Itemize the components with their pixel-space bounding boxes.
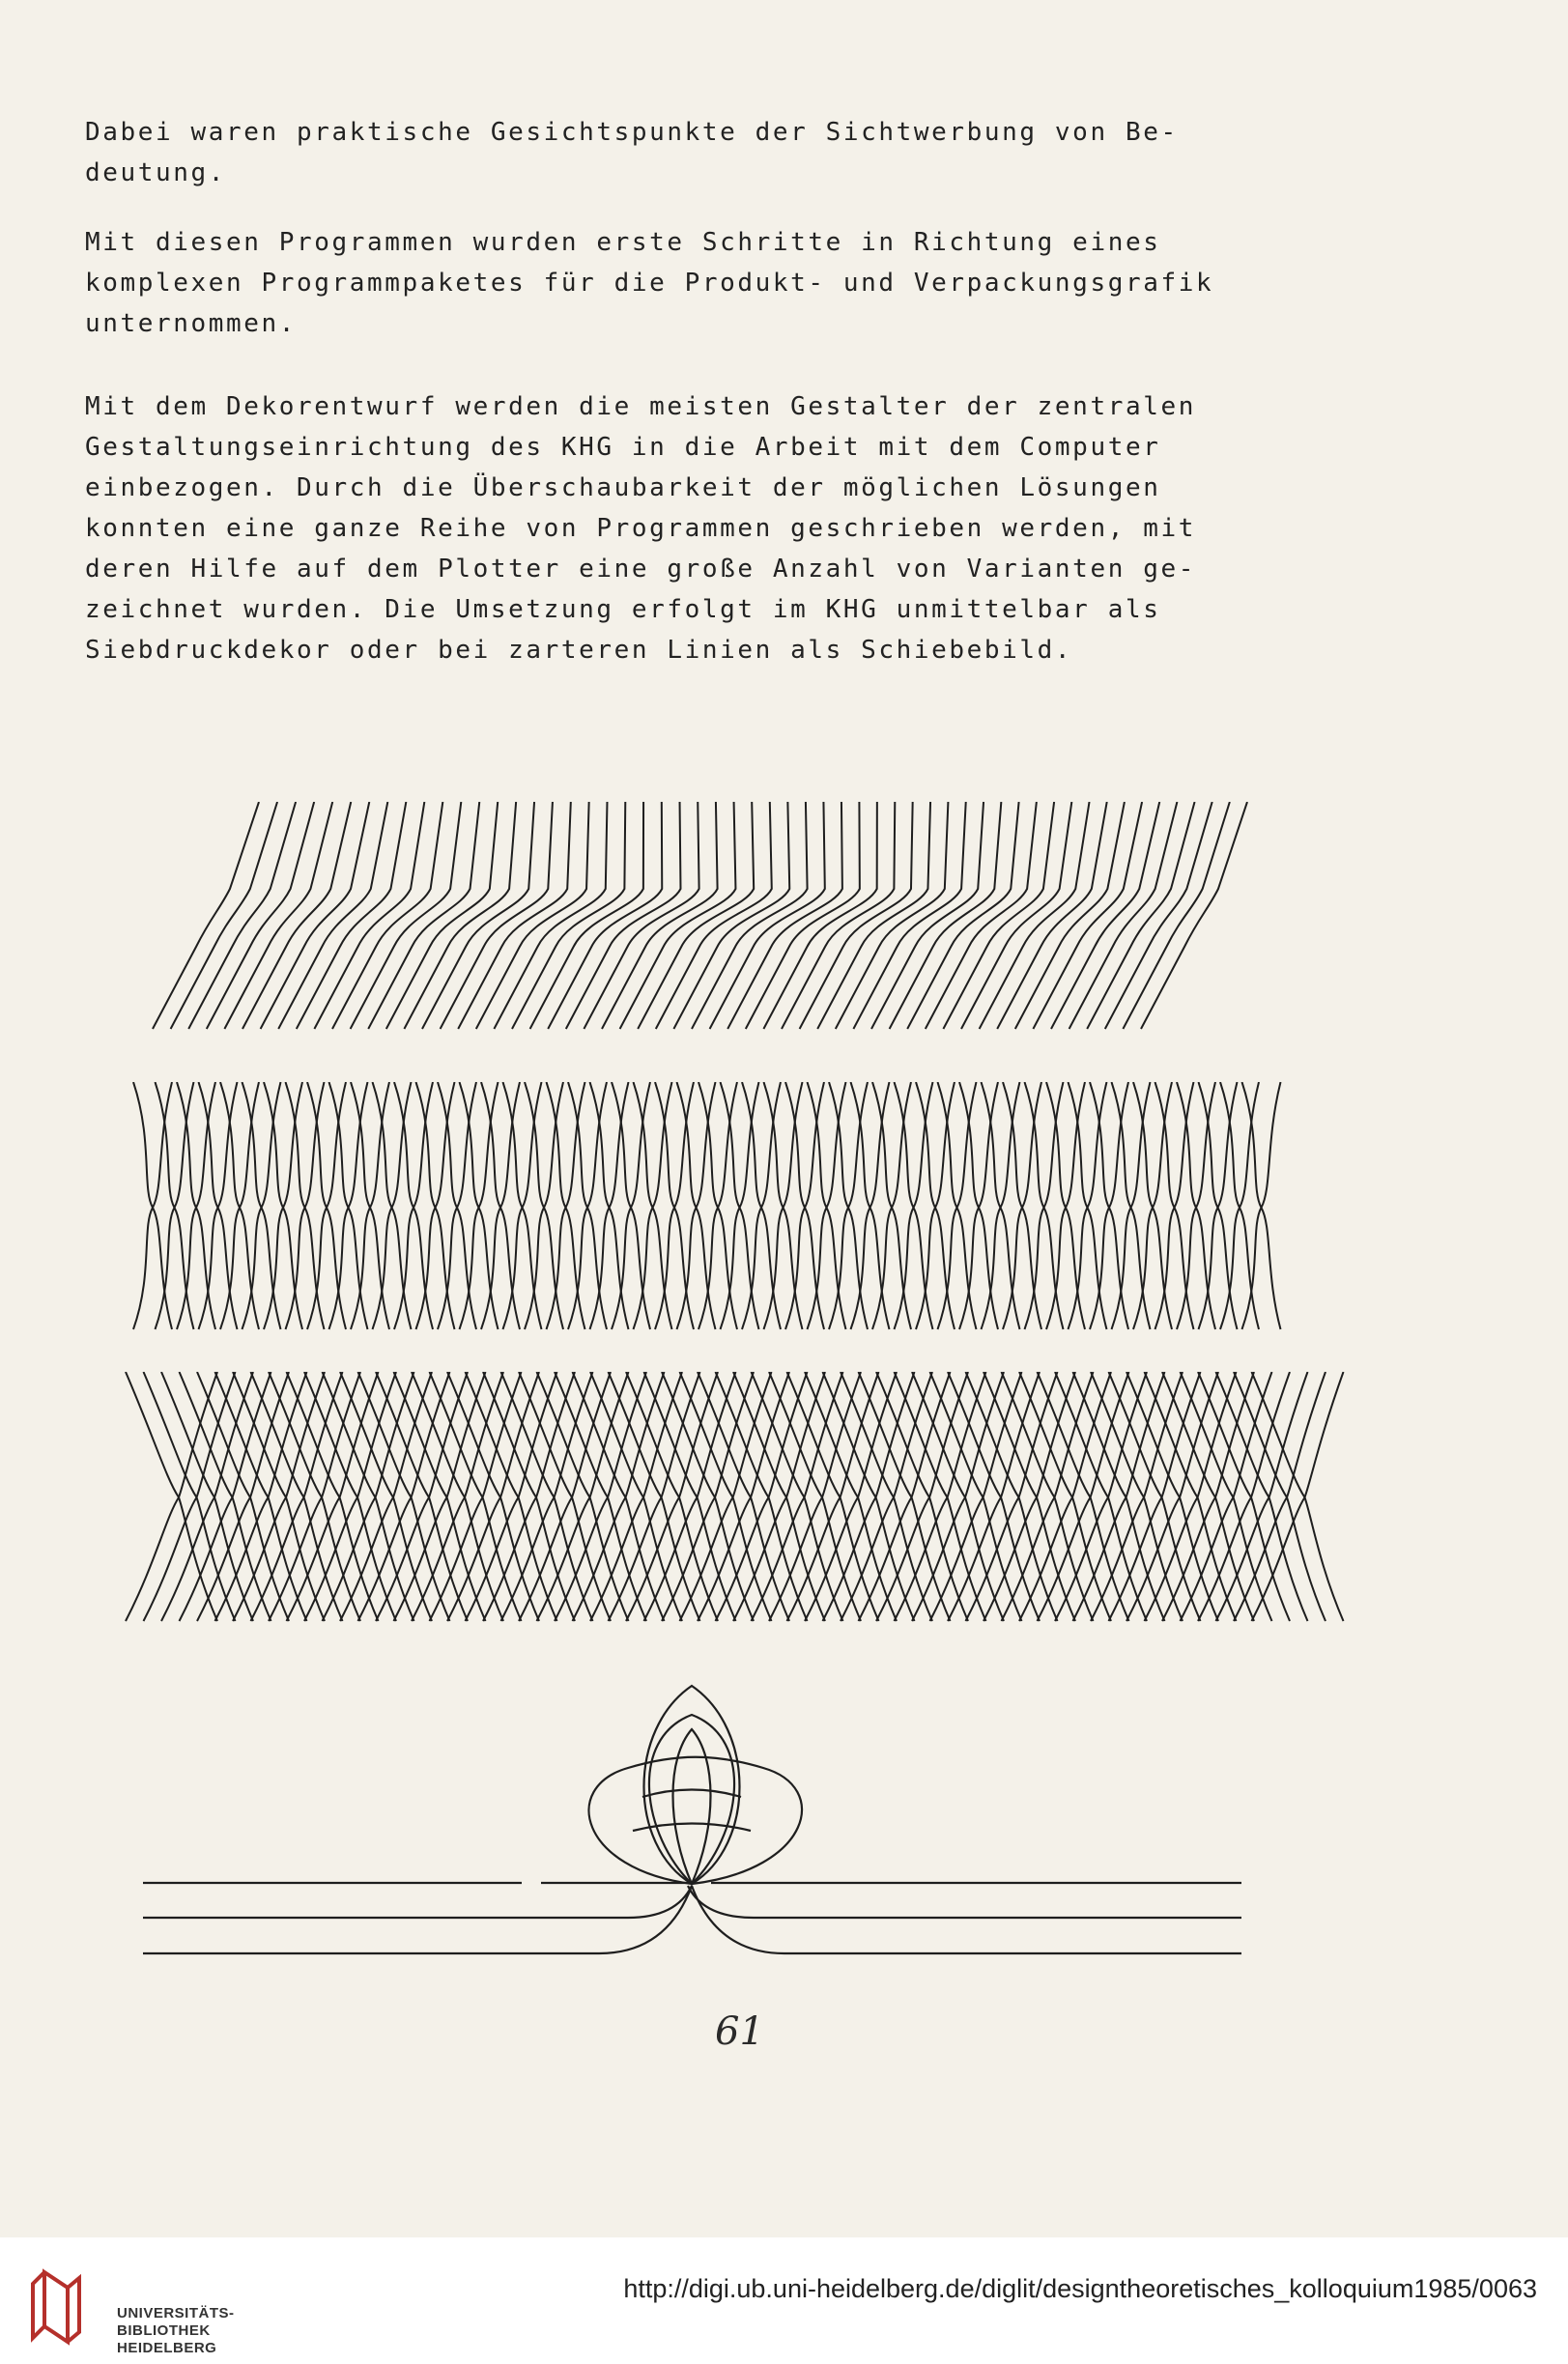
pattern-line — [698, 1082, 737, 1329]
pattern-line — [1252, 1372, 1344, 1621]
pattern-line — [930, 1372, 1022, 1621]
pattern-line — [1025, 1082, 1064, 1329]
pattern-line — [1199, 1082, 1238, 1329]
pattern-line — [483, 1372, 575, 1621]
pattern-line — [1090, 1082, 1128, 1329]
pattern-line — [573, 1372, 665, 1621]
crossing-wave-band — [0, 1082, 1568, 1333]
pattern-line — [332, 802, 442, 1029]
pattern-line — [1091, 1372, 1183, 1621]
pattern-line — [1141, 802, 1247, 1029]
pattern-line — [1126, 1372, 1218, 1621]
pattern-line — [126, 1372, 217, 1621]
pattern-line — [466, 1372, 557, 1621]
pattern-line — [1145, 1372, 1237, 1621]
pattern-line — [895, 1372, 986, 1621]
pattern-line — [948, 1372, 1040, 1621]
pattern-line — [525, 1082, 563, 1329]
pattern-line — [438, 1082, 476, 1329]
pattern-line — [286, 1082, 325, 1329]
pattern-line — [351, 1082, 389, 1329]
library-logo-icon — [25, 2264, 112, 2351]
ornament-arc-1 — [642, 1790, 741, 1798]
pattern-line — [1220, 1082, 1259, 1329]
pattern-line — [938, 1082, 977, 1329]
pattern-line — [1019, 1372, 1111, 1621]
pattern-line — [329, 1082, 368, 1329]
library-logo — [25, 2264, 235, 2356]
pattern-line — [394, 1082, 433, 1329]
pattern-line — [626, 1372, 718, 1621]
slanted-wave-band — [0, 802, 1568, 1043]
pattern-line — [1003, 1082, 1041, 1329]
pattern-line — [1133, 1082, 1172, 1329]
pattern-line — [912, 1372, 1004, 1621]
pattern-line — [481, 1082, 520, 1329]
pattern-line — [287, 1372, 379, 1621]
loop-ornament — [0, 1671, 1568, 1980]
pattern-line — [242, 1082, 281, 1329]
ornament-loop-inner — [673, 1729, 711, 1884]
ornament-loop-wide — [589, 1757, 803, 1884]
pattern-line — [220, 1082, 259, 1329]
pattern-line — [984, 1372, 1075, 1621]
pattern-line — [590, 1372, 682, 1621]
pattern-line — [233, 1372, 325, 1621]
source-url-link[interactable]: http://digi.ub.uni-heidelberg.de/diglit/designtheoretisches_kolloquium1985/0063 — [623, 2274, 1537, 2303]
pattern-line — [590, 1082, 629, 1329]
pattern-line — [1038, 1372, 1129, 1621]
pattern-line — [876, 1372, 968, 1621]
pattern-line — [503, 1082, 542, 1329]
pattern-line — [742, 1082, 781, 1329]
pattern-line — [568, 1082, 607, 1329]
pattern-line — [304, 1372, 396, 1621]
pattern-line — [787, 1372, 879, 1621]
pattern-line — [841, 1372, 932, 1621]
pattern-line — [412, 1372, 503, 1621]
pattern-line — [733, 1372, 825, 1621]
pattern-line — [537, 1372, 629, 1621]
pattern-line — [133, 1082, 172, 1329]
pattern-line — [501, 1372, 593, 1621]
paragraph-1: Dabei waren praktische Gesichtspunkte der Sichtwerbung von Be- deutung. — [85, 118, 1179, 187]
pattern-line — [555, 1372, 646, 1621]
pattern-line — [609, 1372, 700, 1621]
paragraph-2: Mit diesen Programmen wurden erste Schritte in Richtung eines komplexen Programmpaketes für die Produkt- und Verpackungsgrafik unternommen. — [85, 228, 1214, 338]
pattern-line — [215, 1372, 307, 1621]
pattern-line — [655, 1082, 694, 1329]
pattern-line — [373, 1082, 412, 1329]
pattern-line — [959, 1082, 998, 1329]
pattern-line — [547, 1082, 585, 1329]
pattern-line — [447, 1372, 539, 1621]
page-number: 61 — [715, 2009, 764, 2054]
pattern-line — [1242, 1082, 1281, 1329]
pattern-line — [1002, 1372, 1094, 1621]
pattern-line — [769, 1372, 861, 1621]
pattern-line — [823, 1372, 915, 1621]
pattern-line — [644, 1372, 736, 1621]
pattern-line — [1177, 1082, 1215, 1329]
ornament-loop-mid — [649, 1715, 734, 1884]
pattern-line — [1109, 1372, 1201, 1621]
pattern-line — [680, 1372, 772, 1621]
pattern-line — [662, 1372, 754, 1621]
pattern-line — [698, 1372, 789, 1621]
pattern-line — [1112, 1082, 1151, 1329]
digitization-footer — [0, 2237, 1568, 2364]
pattern-line — [1234, 1372, 1326, 1621]
pattern-line — [677, 1082, 716, 1329]
pattern-line — [197, 1372, 289, 1621]
pattern-line — [323, 1372, 414, 1621]
pattern-line — [180, 1372, 271, 1621]
pattern-line — [394, 1372, 486, 1621]
pattern-line — [859, 1372, 951, 1621]
pattern-line — [1216, 1372, 1308, 1621]
pattern-line — [721, 1082, 759, 1329]
pattern-line — [376, 1372, 468, 1621]
pattern-line — [1055, 1372, 1147, 1621]
pattern-line — [307, 1082, 346, 1329]
pattern-line — [161, 1372, 253, 1621]
pattern-line — [430, 1372, 522, 1621]
paragraph-3: Mit dem Dekorentwurf werden die meisten Gestalter der zentralen Gestaltungseinrichtung des KHG in die Arbeit mit dem Computer einbezogen. Durch die Überschaubarkeit der möglichen Lösungen konnten eine ganze Reihe von Programmen geschrieben werden, mit deren Hilfe auf dem Plotter eine große Anzahl von Varianten ge- zeichnet wurden. Die Umsetzung erfolgt im KHG unmittelbar als Siebdruckdekor oder bei zarteren Linien als Schiebebild. — [85, 392, 1196, 665]
pattern-line — [264, 1082, 302, 1329]
pattern-line — [805, 1372, 897, 1621]
pattern-line — [519, 1372, 611, 1621]
pattern-line — [358, 1372, 450, 1621]
pattern-line — [612, 1082, 650, 1329]
pattern-line — [829, 1082, 868, 1329]
pattern-line — [416, 1082, 455, 1329]
pattern-line — [1123, 802, 1229, 1029]
pattern-line — [752, 1372, 843, 1621]
pattern-line — [785, 1082, 824, 1329]
pattern-line — [982, 1082, 1020, 1329]
pattern-line — [177, 1082, 215, 1329]
ornament-line-middle — [143, 1886, 1241, 1918]
pattern-line — [1181, 1372, 1272, 1621]
pattern-line — [199, 1082, 238, 1329]
pattern-line — [340, 1372, 432, 1621]
pattern-line — [872, 1082, 911, 1329]
pattern-line — [764, 1082, 803, 1329]
pattern-line — [269, 1372, 360, 1621]
pattern-line — [1046, 1082, 1085, 1329]
pattern-line — [966, 1372, 1058, 1621]
pattern-line — [716, 1372, 808, 1621]
pattern-line — [1069, 1082, 1107, 1329]
ornament-line-bottom — [143, 1886, 1241, 1953]
pattern-line — [460, 1082, 499, 1329]
pattern-line — [916, 1082, 955, 1329]
mesh-band — [0, 1372, 1568, 1623]
library-name-line-3: HEIDELBERG — [117, 2340, 217, 2356]
pattern-line — [851, 1082, 890, 1329]
pattern-line — [1162, 1372, 1254, 1621]
pattern-line — [808, 1082, 846, 1329]
library-name-line-2: BIBLIOTHEK — [117, 2322, 211, 2339]
pattern-line — [853, 802, 965, 1029]
pattern-line — [895, 1082, 933, 1329]
pattern-line — [251, 1372, 343, 1621]
pattern-line — [156, 1082, 194, 1329]
pattern-line — [836, 802, 949, 1029]
library-name — [117, 2305, 235, 2357]
pattern-line — [1198, 1372, 1290, 1621]
pattern-line — [144, 1372, 236, 1621]
pattern-line — [1073, 1372, 1165, 1621]
pattern-line — [634, 1082, 672, 1329]
library-name-line-1: UNIVERSITÄTS- — [117, 2305, 235, 2321]
pattern-line — [1155, 1082, 1194, 1329]
